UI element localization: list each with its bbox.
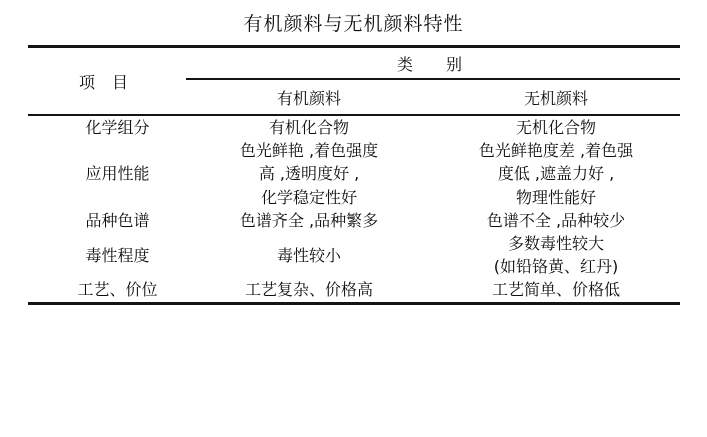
header-column-inorganic: 无机颜料 — [433, 79, 680, 115]
row-organic-line: 色谱齐全 ,品种繁多 — [239, 210, 379, 230]
pigment-properties-table — [28, 48, 680, 302]
row-inorganic-line: 工艺简单、价格低 — [491, 280, 620, 300]
row-inorganic-value — [433, 139, 680, 209]
row-organic-line: 工艺复杂、价格高 — [244, 280, 373, 300]
row-organic-value — [186, 139, 433, 209]
row-inorganic-line: 色谱不全 ,品种较少 — [486, 210, 626, 230]
page-title: 有机颜料与无机颜料特性 — [243, 13, 464, 35]
header-category-label: 类 别 — [186, 48, 680, 79]
row-inorganic-value — [433, 115, 680, 139]
row-inorganic-line: 物理性能好 — [515, 187, 596, 207]
row-organic-value — [186, 232, 433, 278]
row-organic-line: 色光鲜艳 ,着色强度 — [239, 141, 379, 161]
row-organic-value — [186, 115, 433, 139]
table-bottom-border — [28, 302, 680, 305]
row-inorganic-line: (如铅铬黄、红丹) — [493, 257, 619, 277]
table-row — [28, 139, 680, 209]
row-organic-line: 高 ,透明度好 , — [258, 164, 360, 184]
row-label: 品种色谱 — [85, 210, 150, 230]
row-inorganic-line: 度低 ,遮盖力好 , — [497, 164, 615, 184]
row-label: 应用性能 — [85, 164, 150, 184]
table-header-row — [28, 48, 680, 79]
row-inorganic-line: 无机化合物 — [515, 118, 596, 137]
row-organic-line: 毒性较小 — [276, 245, 341, 265]
row-inorganic-line: 多数毒性较大 — [507, 233, 604, 253]
row-organic-value — [186, 278, 433, 301]
row-label: 化学组分 — [85, 118, 150, 137]
row-inorganic-line: 色光鲜艳度差 ,着色强 — [478, 141, 634, 161]
row-organic-line: 有机化合物 — [268, 118, 349, 137]
row-inorganic-value — [433, 232, 680, 278]
table-body — [28, 48, 680, 302]
header-column-organic: 有机颜料 — [186, 79, 433, 115]
row-label: 毒性程度 — [85, 245, 150, 265]
row-organic-value — [186, 209, 433, 232]
row-label: 工艺、价位 — [77, 280, 158, 300]
row-inorganic-value — [433, 278, 680, 301]
header-item-label: 项 目 — [28, 48, 186, 115]
row-organic-line: 化学稳定性好 — [260, 187, 357, 207]
table-row — [28, 115, 680, 139]
table-row — [28, 209, 680, 232]
table-row — [28, 278, 680, 301]
row-inorganic-value — [433, 209, 680, 232]
table-row — [28, 232, 680, 278]
